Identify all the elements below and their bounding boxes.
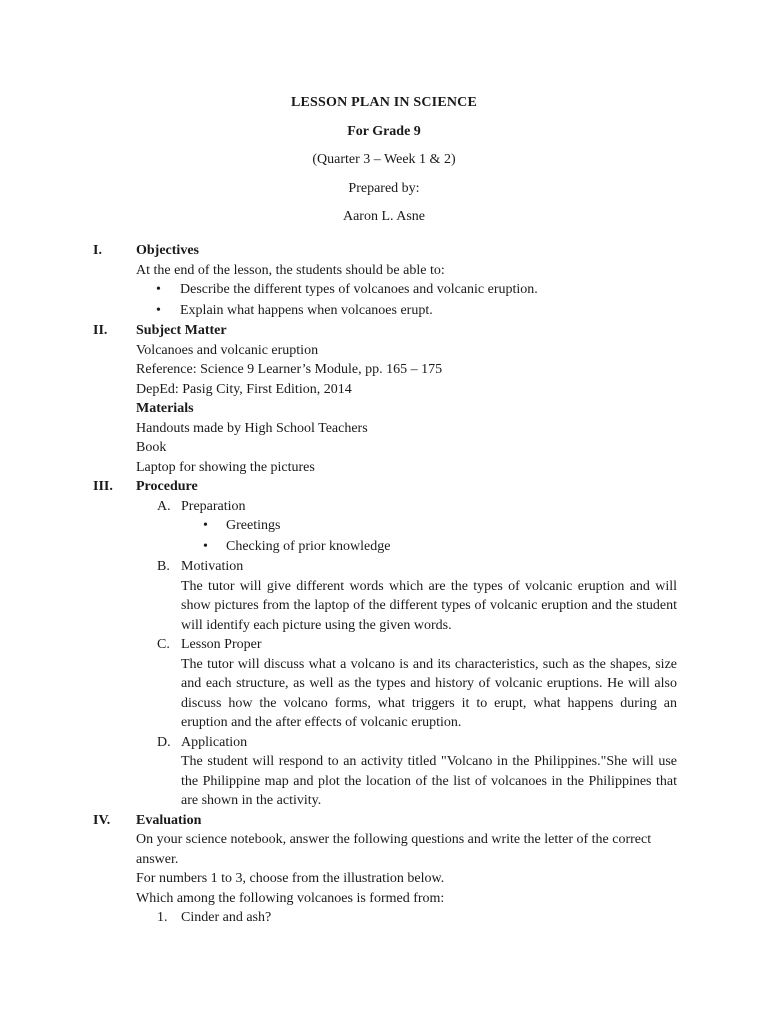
question-intro: Which among the following volcanoes is formed from: <box>136 890 445 906</box>
question-item <box>136 908 677 928</box>
bullet-icon: • <box>203 538 208 554</box>
material-item: Laptop for showing the pictures <box>136 459 315 475</box>
bullet-icon: • <box>156 282 161 297</box>
evaluation-content <box>136 830 677 928</box>
document-body <box>0 241 768 928</box>
section-numeral: IV. <box>93 812 111 828</box>
objective-text: Explain what happens when volcanoes erupt. <box>180 302 433 318</box>
section-evaluation <box>0 811 768 928</box>
publisher-text: DepEd: Pasig City, First Edition, 2014 <box>136 381 352 397</box>
section-numeral: I. <box>93 243 102 258</box>
section-title: Evaluation <box>136 812 202 828</box>
section-title: Procedure <box>136 479 198 494</box>
subject-matter-content <box>136 341 677 478</box>
lesson-proper-text: The tutor will discuss what a volcano is and its characteristics, such as the shapes, size and each structure, as well as the types and history of volcanic eruptions. He will also discuss how the volcano forms, what triggers it to erupt, what happens during an eruption and the after effects of volcanic eruption. <box>181 656 677 730</box>
procedure-content <box>136 497 677 811</box>
list-item <box>136 280 677 301</box>
list-item <box>136 537 677 558</box>
bullet-icon: • <box>156 302 161 318</box>
procedure-step-application <box>136 733 677 753</box>
grade-subtitle: For Grade 9 <box>347 123 421 139</box>
topic-text: Volcanoes and volcanic eruption <box>136 342 319 358</box>
procedure-step-lesson-proper <box>136 635 677 655</box>
section-title: Subject Matter <box>136 323 227 338</box>
procedure-step-preparation <box>136 497 677 517</box>
procedure-step-motivation <box>136 557 677 577</box>
section-subject-matter <box>0 321 768 477</box>
evaluation-instructions: On your science notebook, answer the following questions and write the letter of the correct answer. <box>136 832 652 867</box>
question-text: Cinder and ash? <box>181 910 272 925</box>
section-objectives <box>0 241 768 321</box>
section-numeral: II. <box>93 323 108 338</box>
objectives-content <box>136 261 677 322</box>
preparation-list <box>136 516 677 557</box>
step-label: Motivation <box>181 559 244 574</box>
step-letter: B. <box>157 559 170 574</box>
quarter-line: (Quarter 3 – Week 1 & 2) <box>312 152 456 167</box>
list-item <box>136 301 677 322</box>
prepared-by-label: Prepared by: <box>348 180 420 196</box>
step-label: Application <box>181 734 248 750</box>
question-number: 1. <box>157 910 168 925</box>
material-item: Book <box>136 440 167 455</box>
material-item: Handouts made by High School Teachers <box>136 420 368 436</box>
lesson-plan-title: LESSON PLAN IN SCIENCE <box>290 95 478 110</box>
step-letter: C. <box>157 637 170 652</box>
document-header <box>0 93 768 227</box>
step-label: Lesson Proper <box>181 637 262 652</box>
step-label: Preparation <box>181 498 246 514</box>
bullet-icon: • <box>203 518 208 533</box>
motivation-text: The tutor will give different words which are the types of volcanic eruption and will show pictures from the laptop of the different types of volcanic eruption and the student will identify each picture using the given words. <box>181 578 677 633</box>
section-title: Objectives <box>136 243 199 258</box>
objective-text: Describe the different types of volcanoes and volcanic eruption. <box>180 282 538 297</box>
section-heading <box>0 477 768 497</box>
author-name: Aaron L. Asne <box>342 209 426 224</box>
section-numeral: III. <box>93 479 113 494</box>
reference-text: Reference: Science 9 Learner’s Module, pp. 165 – 175 <box>136 362 443 377</box>
evaluation-note: For numbers 1 to 3, choose from the illustration below. <box>136 871 445 886</box>
section-heading <box>0 321 768 341</box>
section-heading <box>0 241 768 261</box>
section-procedure <box>0 477 768 811</box>
materials-heading: Materials <box>136 401 194 416</box>
step-letter: A. <box>157 498 171 514</box>
application-text: The student will respond to an activity titled "Volcano in the Philippines."She will use the Philippine map and plot the location of the list of volcanoes in the Philippines that are shown in the activity. <box>181 754 677 808</box>
step-letter: D. <box>157 734 171 750</box>
objectives-list <box>136 280 677 321</box>
list-item <box>136 516 677 537</box>
preparation-text: Checking of prior knowledge <box>226 538 391 554</box>
objectives-intro: At the end of the lesson, the students should be able to: <box>136 262 445 278</box>
section-heading <box>0 811 768 831</box>
preparation-text: Greetings <box>226 518 281 533</box>
